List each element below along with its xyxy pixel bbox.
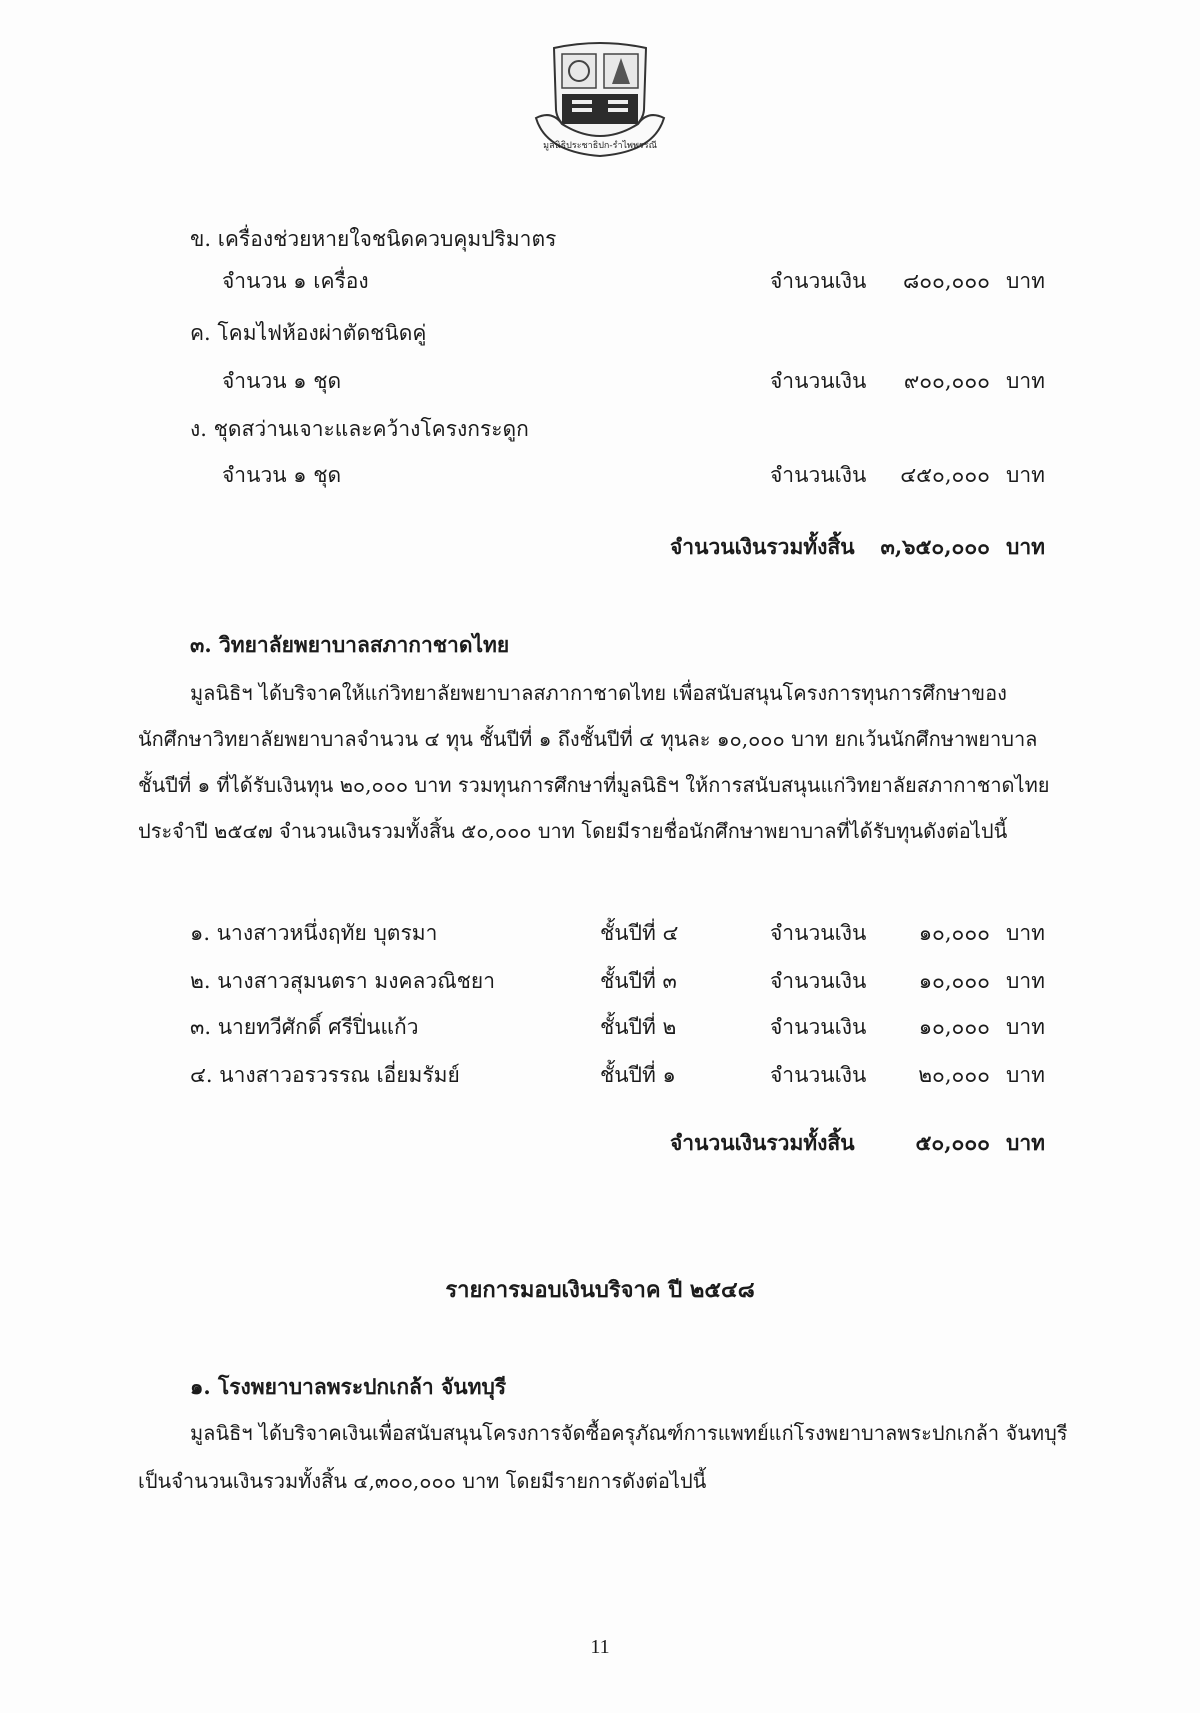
equipment-item-unit: บาท <box>1006 463 1045 487</box>
student-name: ๑. นางสาวหนึ่งฤทัย บุตรมา <box>190 921 438 945</box>
student-unit: บาท <box>1006 969 1045 993</box>
paragraph-line: ประจำปี ๒๕๔๗ จำนวนเงินรวมทั้งสิ้น ๕๐,๐๐๐ บาท โดยมีรายชื่อนักศึกษาพยาบาลที่ได้รับทุนดังต่อไปนี้ <box>138 819 1008 843</box>
student-amount-label: จำนวนเงิน <box>770 921 867 945</box>
equipment-item-label: ข. เครื่องช่วยหายใจชนิดควบคุมปริมาตร <box>190 227 557 251</box>
paragraph-line: ชั้นปีที่ ๑ ที่ได้รับเงินทุน ๒๐,๐๐๐ บาท รวมทุนการศึกษาที่มูลนิธิฯ ให้การสนับสนุนแก่วิทยาลัยสภากาชาดไทย <box>138 773 1050 797</box>
student-amount: ๑๐,๐๐๐ <box>918 1015 990 1039</box>
student-amount: ๑๐,๐๐๐ <box>918 969 990 993</box>
student-amount: ๒๐,๐๐๐ <box>918 1063 990 1087</box>
equipment-total-unit: บาท <box>1006 534 1045 559</box>
student-year: ชั้นปีที่ ๒ <box>600 1015 677 1039</box>
foundation-seal-emblem <box>532 40 668 166</box>
equipment-item-label: ค. โคมไฟห้องผ่าตัดชนิดคู่ <box>190 321 427 345</box>
student-year: ชั้นปีที่ ๔ <box>600 921 679 945</box>
equipment-item-qty: จำนวน ๑ ชุด <box>222 463 342 487</box>
student-unit: บาท <box>1006 1063 1045 1087</box>
paragraph-line: มูลนิธิฯ ได้บริจาคให้แก่วิทยาลัยพยาบาลสภากาชาดไทย เพื่อสนับสนุนโครงการทุนการศึกษาของ <box>190 681 1007 705</box>
equipment-total-amount: ๓,๖๕๐,๐๐๐ <box>880 534 990 559</box>
student-year: ชั้นปีที่ ๑ <box>600 1063 676 1087</box>
paragraph-line: มูลนิธิฯ ได้บริจาคเงินเพื่อสนับสนุนโครงการจัดซื้อครุภัณฑ์การแพทย์แก่โรงพยาบาลพระปกเกล้า จันทบุรี <box>190 1421 1068 1445</box>
student-amount-label: จำนวนเงิน <box>770 969 867 993</box>
students-total-unit: บาท <box>1006 1130 1045 1155</box>
equipment-item-qty: จำนวน ๑ เครื่อง <box>222 269 369 293</box>
equipment-item-amount-label: จำนวนเงิน <box>770 369 867 393</box>
equipment-item-amount-label: จำนวนเงิน <box>770 463 867 487</box>
student-amount-label: จำนวนเงิน <box>770 1015 867 1039</box>
student-name: ๒. นางสาวสุมนตรา มงคลวณิชยา <box>190 969 496 993</box>
equipment-item-unit: บาท <box>1006 269 1045 293</box>
student-unit: บาท <box>1006 1015 1045 1039</box>
year-heading: รายการมอบเงินบริจาค ปี ๒๕๔๘ <box>445 1277 755 1303</box>
equipment-item-unit: บาท <box>1006 369 1045 393</box>
section-heading: ๓. วิทยาลัยพยาบาลสภากาชาดไทย <box>190 632 510 657</box>
students-total-amount: ๕๐,๐๐๐ <box>915 1130 990 1155</box>
student-amount: ๑๐,๐๐๐ <box>918 921 990 945</box>
students-total-label: จำนวนเงินรวมทั้งสิ้น <box>670 1130 855 1155</box>
student-name: ๓. นายทวีศักดิ์ ศรีปิ่นแก้ว <box>190 1015 419 1039</box>
equipment-item-amount: ๔๕๐,๐๐๐ <box>900 463 990 487</box>
equipment-item-amount: ๙๐๐,๐๐๐ <box>903 369 990 393</box>
equipment-total-label: จำนวนเงินรวมทั้งสิ้น <box>670 534 855 559</box>
paragraph-line: นักศึกษาวิทยาลัยพยาบาลจำนวน ๔ ทุน ชั้นปีที่ ๑ ถึงชั้นปีที่ ๔ ทุนละ ๑๐,๐๐๐ บาท ยกเว้นนักศึกษาพยาบาล <box>138 727 1038 751</box>
equipment-item-amount-label: จำนวนเงิน <box>770 269 867 293</box>
equipment-item-amount: ๘๐๐,๐๐๐ <box>903 269 990 293</box>
student-name: ๔. นางสาวอรวรรณ เอี่ยมรัมย์ <box>190 1063 460 1087</box>
student-year: ชั้นปีที่ ๓ <box>600 969 677 993</box>
page-number: 11 <box>590 1636 610 1658</box>
student-amount-label: จำนวนเงิน <box>770 1063 867 1087</box>
equipment-item-label: ง. ชุดสว่านเจาะและคว้างโครงกระดูก <box>190 417 529 441</box>
section-heading: ๑. โรงพยาบาลพระปกเกล้า จันทบุรี <box>190 1374 507 1399</box>
paragraph-line: เป็นจำนวนเงินรวมทั้งสิ้น ๔,๓๐๐,๐๐๐ บาท โดยมีรายการดังต่อไปนี้ <box>138 1469 707 1493</box>
student-unit: บาท <box>1006 921 1045 945</box>
svg-text:มูลนิธิประชาธิปก-รำไพพรรณี: มูลนิธิประชาธิปก-รำไพพรรณี <box>543 141 657 151</box>
equipment-item-qty: จำนวน ๑ ชุด <box>222 369 342 393</box>
